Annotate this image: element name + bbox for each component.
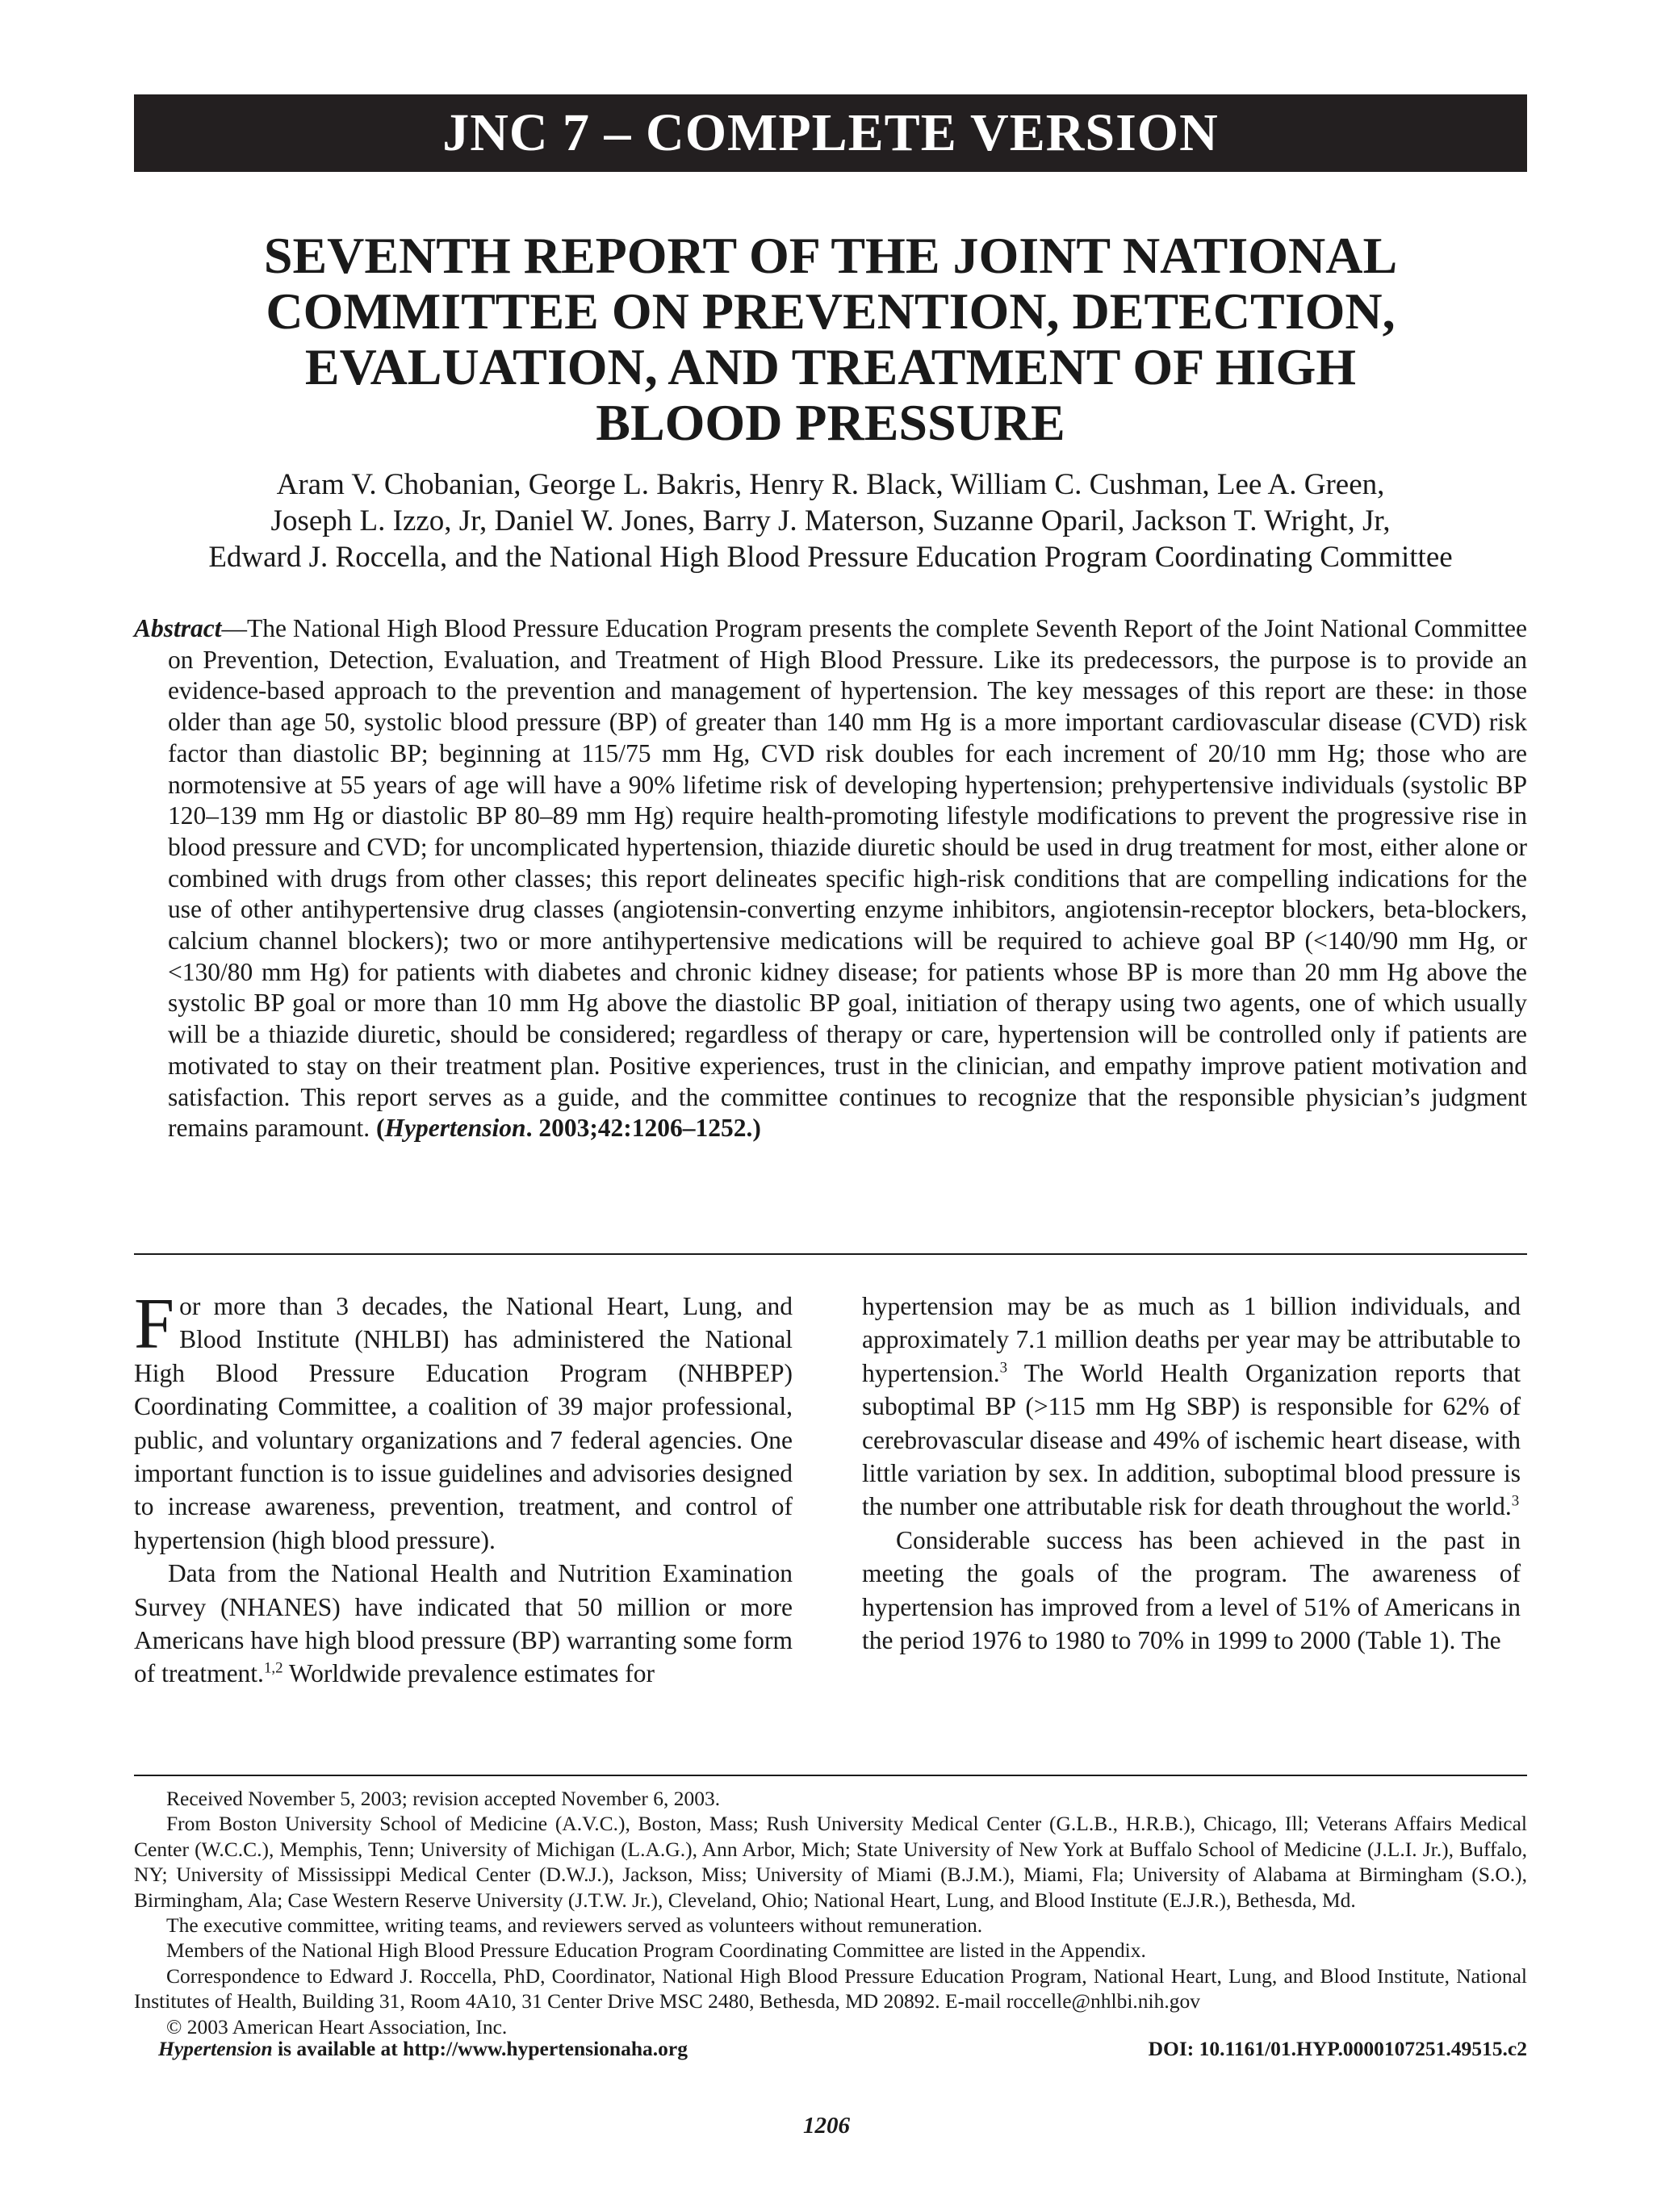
article-title xyxy=(134,228,1527,450)
citation-open: ( xyxy=(376,1114,385,1143)
footnote-divider xyxy=(134,1775,1527,1776)
author-line: Joseph L. Izzo, Jr, Daniel W. Jones, Barry J. Materson, Suzanne Oparil, Jackson T. Wright, Jr, xyxy=(270,504,1391,537)
title-line: BLOOD PRESSURE xyxy=(596,394,1065,451)
section-banner: JNC 7 – COMPLETE VERSION xyxy=(134,94,1527,172)
title-line: COMMITTEE ON PREVENTION, DETECTION, xyxy=(266,282,1396,340)
footer-availability: is available at http://www.hypertensionaha.org xyxy=(272,2037,688,2060)
journal-availability xyxy=(158,2037,688,2061)
doi: DOI: 10.1161/01.HYP.0000107251.49515.c2 xyxy=(1148,2037,1527,2060)
body-text: or more than 3 decades, the National Heart, Lung, and Blood Institute (NHLBI) has administered the National High Blood Pressure Education Program (NHBPEP) Coordinating Committee, a coalition of 39 major professional, public, and voluntary organizations and 7 federal agencies. One important function is to issue guidelines and advisories designed to increase awareness, prevention, treatment, and control of hypertension (high blood pressure). xyxy=(134,1292,793,1554)
body-text: Data from the National Health and Nutrition Examination Survey (NHANES) have indicated that 50 million or more Americans have high blood pressure (BP) warranting some form of treatment. xyxy=(134,1559,793,1688)
drop-cap: F xyxy=(134,1284,175,1364)
footnote: © 2003 American Heart Association, Inc. xyxy=(166,2014,508,2038)
body-text: The World Health Organization reports that suboptimal BP (>115 mm Hg SBP) is responsible for 62% of cerebrovascular disease and 49% of ischemic heart disease, with little variation by sex. In addition, suboptimal blood pressure is the number one attributable risk for death throughout the world. xyxy=(862,1358,1521,1521)
abstract xyxy=(134,613,1527,1144)
body-paragraph xyxy=(862,1524,1521,1658)
abstract-label: Abstract xyxy=(134,614,222,642)
body-column-right xyxy=(862,1290,1521,1657)
abstract-citation xyxy=(376,1114,761,1142)
reference-marker: 3 xyxy=(1511,1492,1520,1510)
footnote: Correspondence to Edward J. Roccella, PhD, Coordinator, National High Blood Pressure Education Program, National Heart, Lung, and Blood Institute, National Institutes of Health, Building 31, Room 4A10, 31 Center Drive MSC 2480, Bethesda, MD 20892. E-mail roccelle@nhlbi.nih.gov xyxy=(134,1963,1527,2013)
abstract-paragraph xyxy=(134,613,1527,1144)
body-paragraph xyxy=(134,1557,793,1691)
footnote: From Boston University School of Medicine (A.V.C.), Boston, Mass; Rush University Medical Center (G.L.B., H.R.B.), Chicago, Ill; Veterans Affairs Medical Center (W.C.C.), Memphis, Tenn; University of Michigan (L.A.G.), Ann Arbor, Mich; State University of New York at Buffalo School of Medicine (J.L.I. Jr.), Buffalo, NY; University of Mississippi Medical Center (D.W.J.), Jackson, Miss; University of Miami (B.J.M.), Miami, Fla; University of Alabama at Birmingham (S.O.), Birmingham, Ala; Case Western Reserve University (J.T.W. Jr.), Cleveland, Ohio; National Heart, Lung, and Blood Institute (E.J.R.), Bethesda, Md. xyxy=(134,1812,1527,1912)
abstract-divider xyxy=(134,1253,1527,1255)
body-column-left xyxy=(134,1284,793,1691)
title-line: EVALUATION, AND TREATMENT OF HIGH xyxy=(304,338,1357,395)
footer-journal: Hypertension xyxy=(158,2037,273,2060)
footnote: Members of the National High Blood Pressure Education Program Coordinating Committee are listed in the Appendix. xyxy=(166,1938,1146,1963)
footnotes xyxy=(134,1786,1527,2039)
body-text: hypertension may be as much as 1 billion individuals, and approximately 7.1 million deaths per year may be attributable to hypertension. xyxy=(862,1292,1521,1387)
page-number: 1206 xyxy=(803,2113,850,2139)
body-text: Worldwide prevalence estimates for xyxy=(282,1659,655,1688)
author-list xyxy=(121,466,1540,575)
citation-rest: . 2003;42:1206–1252.) xyxy=(525,1114,761,1143)
citation-journal: Hypertension xyxy=(384,1114,526,1143)
author-line: Edward J. Roccella, and the National High Blood Pressure Education Program Coordinating Committee xyxy=(208,541,1453,574)
footnote: Received November 5, 2003; revision accepted November 6, 2003. xyxy=(166,1787,721,1810)
body-paragraph xyxy=(134,1284,793,1557)
reference-marker: 1,2 xyxy=(263,1659,283,1677)
abstract-text: The National High Blood Pressure Education Program presents the complete Seventh Report of the Joint National Committee on Prevention, Detection, Evaluation, and Treatment of High Blood Pressure. Like its predecessors, the purpose is to provide an evidence-based approach to the prevention and management of hypertension. The key messages of this report are these: in those older than age 50, systolic blood pressure (BP) of greater than 140 mm Hg is a more important cardiovascular disease (CVD) risk factor than diastolic BP; beginning at 115/75 mm Hg, CVD risk doubles for each increment of 20/10 mm Hg; those who are normotensive at 55 years of age will have a 90% lifetime risk of developing hypertension; prehypertensive individuals (systolic BP 120–139 mm Hg or diastolic BP 80–89 mm Hg) require health-promoting lifestyle modifications to prevent the progressive rise in blood pressure and CVD; for uncomplicated hypertension, thiazide diuretic should be used in drug treatment for most, either alone or combined with drugs from other classes; this report delineates specific high-risk conditions that are compelling indications for the use of other antihypertensive drug classes (angiotensin-converting enzyme inhibitors, angiotensin-receptor blockers, beta-blockers, calcium channel blockers); two or more antihypertensive medications will be required to achieve goal BP (<140/90 mm Hg, or <130/80 mm Hg) for patients with diabetes and chronic kidney disease; for patients whose BP is more than 20 mm Hg above the systolic BP goal or more than 10 mm Hg above the diastolic BP goal, initiation of therapy using two agents, one of which usually will be a thiazide diuretic, should be considered; regardless of therapy or care, hypertension will be controlled only if patients are motivated to stay on their treatment plan. Positive experiences, trust in the clinician, and empathy improve patient motivation and satisfaction. This report serves as a guide, and the committee continues to recognize that the responsible physician’s judgment remains paramount. xyxy=(168,614,1527,1143)
footnote: The executive committee, writing teams, and reviewers served as volunteers without remuneration. xyxy=(166,1913,983,1938)
author-line: Aram V. Chobanian, George L. Bakris, Henry R. Black, William C. Cushman, Lee A. Green, xyxy=(276,468,1385,501)
body-paragraph xyxy=(862,1290,1521,1524)
reference-marker: 3 xyxy=(999,1359,1008,1377)
title-line: SEVENTH REPORT OF THE JOINT NATIONAL xyxy=(263,227,1398,284)
abstract-dash: — xyxy=(221,614,248,642)
body-text: Considerable success has been achieved in the past in meeting the goals of the program. The awareness of hypertension has improved from a level of 51% of Americans in the period 1976 to 1980 to 70% in 1999 to 2000 (Table 1). The xyxy=(862,1525,1521,1655)
